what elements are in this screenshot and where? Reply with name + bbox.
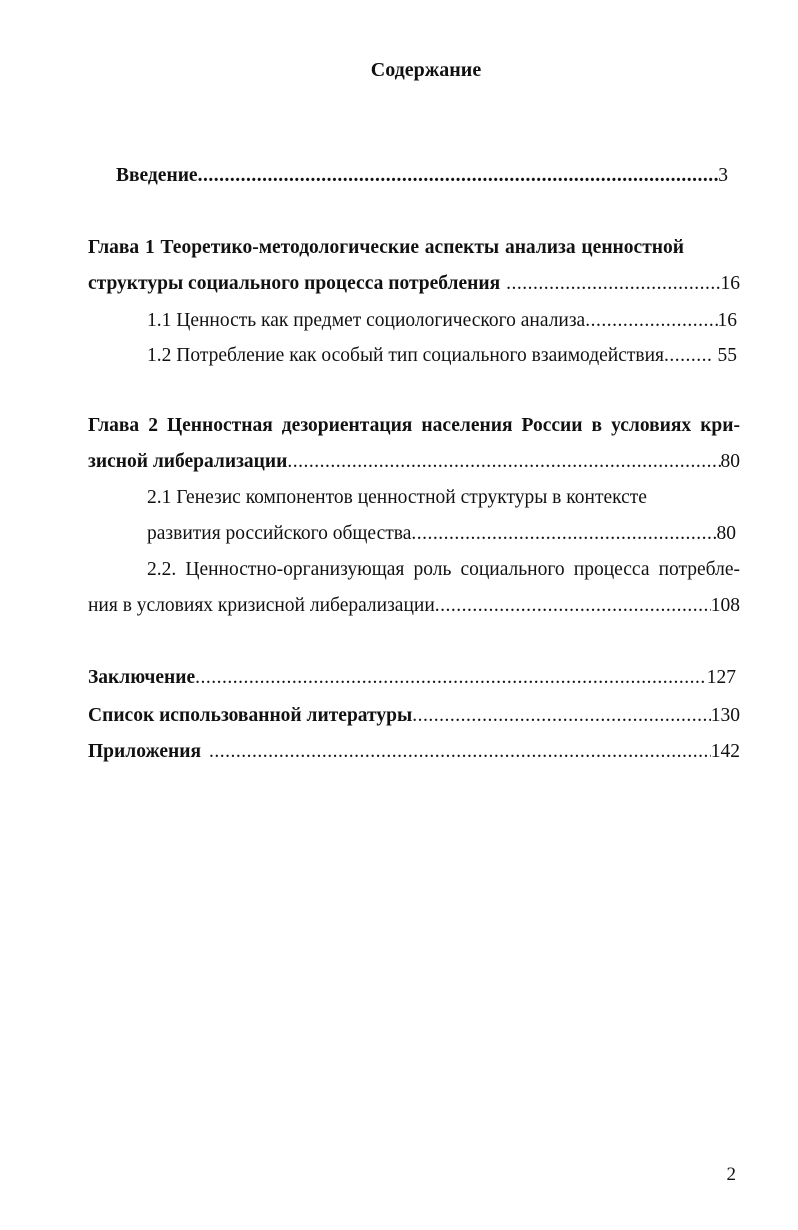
toc-heading: Содержание — [370, 59, 482, 81]
toc-entry-conclusion — [88, 666, 736, 690]
toc-entry-label: развития российского общества — [147, 523, 412, 544]
toc-page-number: 127 — [706, 667, 736, 688]
toc-page-number: 3 — [718, 165, 728, 186]
toc-page-number: 108 — [710, 595, 740, 616]
toc-entry-chapter1 — [88, 272, 740, 296]
chapter1-title-line1: Глава 1 Теоретико-методологические аспекты анализа ценностной — [88, 237, 684, 258]
leader-dots — [411, 522, 716, 546]
page-number: 2 — [726, 1164, 736, 1185]
toc-entry-label: 1.2 Потребление как особый тип социального взаимодействия — [147, 345, 665, 366]
toc-page-number: 80 — [720, 451, 740, 472]
toc-entry-label: Список использованной литературы — [88, 705, 413, 726]
toc-entry-section-2-2 — [88, 594, 740, 618]
toc-entry-label: Приложения — [88, 741, 202, 762]
leader-dots — [195, 666, 707, 690]
toc-page-number: 130 — [710, 705, 740, 726]
toc-page-number: 16 — [720, 273, 740, 294]
leader-dots — [198, 164, 719, 188]
toc-entry-chapter2 — [88, 450, 740, 474]
toc-entry-references — [88, 704, 740, 728]
toc-entry-label: зисной либерализации — [88, 451, 288, 472]
leader-dots — [664, 344, 711, 368]
leader-dots — [506, 272, 720, 296]
toc-entry-section-2-1 — [147, 522, 736, 546]
toc-entry-label: структуры социального процесса потребления — [88, 273, 501, 294]
leader-dots — [435, 594, 711, 618]
toc-entry-label: Введение — [116, 165, 198, 186]
section-2-1-line1: 2.1 Генезис компонентов ценностной структуры в контексте — [147, 487, 647, 508]
toc-entry-label: 1.1 Ценность как предмет социологического анализа — [147, 310, 586, 331]
chapter2-title-line1: Глава 2 Ценностная дезориентация населения России в условиях кри- — [88, 415, 740, 436]
toc-entry-intro — [116, 164, 728, 188]
leader-dots — [209, 740, 711, 764]
toc-entry-section-1-2 — [147, 344, 737, 368]
leader-dots — [585, 309, 717, 333]
toc-entry-label: ния в условиях кризисной либерализации — [88, 595, 435, 616]
leader-dots — [412, 704, 711, 728]
leader-dots — [287, 450, 720, 474]
toc-page-number: 80 — [716, 523, 736, 544]
toc-page-number: 16 — [717, 310, 737, 331]
toc-entry-appendices — [88, 740, 740, 764]
toc-entry-label: Заключение — [88, 667, 196, 688]
toc-page-number: 142 — [710, 741, 740, 762]
toc-page-number: 55 — [717, 345, 737, 366]
toc-entry-section-1-1 — [147, 309, 737, 333]
section-2-2-line1: 2.2. Ценностно-организующая роль социального процесса потребле- — [147, 559, 740, 580]
